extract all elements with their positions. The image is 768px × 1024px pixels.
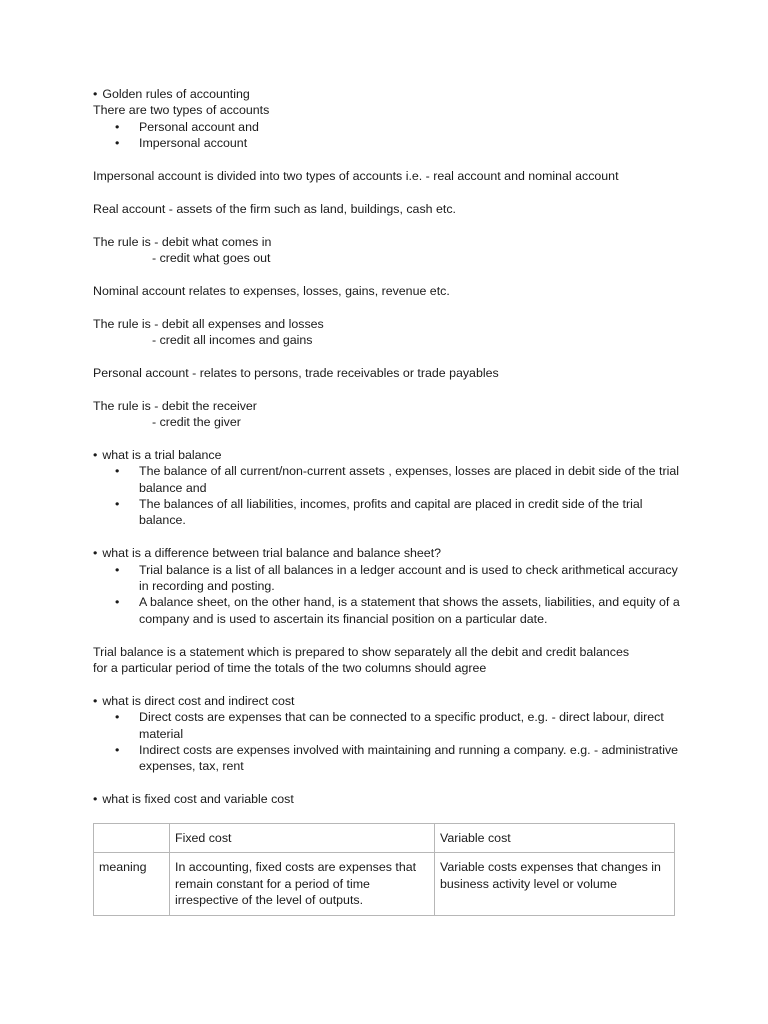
personal-rule-credit: - credit the giver <box>152 415 241 430</box>
table-header-cell: Fixed cost <box>170 824 435 853</box>
bullet-icon: • <box>115 743 120 758</box>
bullet-icon: • <box>115 710 120 725</box>
trial-balance-list <box>93 463 683 529</box>
list-item: • Indirect costs are expenses involved with maintaining and running a company. e.g. - administrative expenses, tax, rent <box>115 743 679 774</box>
table-cell: In accounting, fixed costs are expenses that remain constant for a period of time irrespective of the level of outputs. <box>170 853 435 915</box>
list-item: • A balance sheet, on the other hand, is a statement that shows the assets, liabilities, and equity of a company and is used to ascertain its financial position on a particular date. <box>115 595 680 626</box>
real-account-text: Real account - assets of the firm such as land, buildings, cash etc. <box>93 201 456 216</box>
impersonal-note: Impersonal account is divided into two types of accounts i.e. - real account and nominal account <box>93 169 619 184</box>
bullet-icon: • <box>115 497 120 512</box>
table-cell: meaning <box>94 853 170 915</box>
list-item: • Direct costs are expenses that can be connected to a specific product, e.g. - direct labour, direct material <box>115 710 664 741</box>
heading-direct-indirect: • what is direct cost and indirect cost <box>93 693 683 709</box>
personal-account-text: Personal account - relates to persons, trade receivables or trade payables <box>93 365 499 380</box>
nominal-rule-credit: - credit all incomes and gains <box>152 333 313 348</box>
list-item: • The balances of all liabilities, incomes, profits and capital are placed in credit side of the trial balance. <box>115 497 643 528</box>
table-row <box>94 853 675 915</box>
trial-balance-paragraph-1: Trial balance is a statement which is prepared to show separately all the debit and credit balances <box>93 644 630 659</box>
bullet-icon: • <box>115 136 120 151</box>
nominal-rule-debit: The rule is - debit all expenses and losses <box>93 316 324 331</box>
real-rule-credit: - credit what goes out <box>152 251 271 266</box>
table-cell: Variable costs expenses that changes in business activity level or volume <box>435 853 675 915</box>
table-header-cell <box>94 824 170 853</box>
table-header-cell: Variable cost <box>435 824 675 853</box>
heading-difference: • what is a difference between trial balance and balance sheet? <box>93 545 683 561</box>
list-item: • Personal account and <box>115 119 259 134</box>
bullet-icon: • <box>115 464 120 479</box>
bullet-icon: • <box>115 562 120 577</box>
heading-trial-balance: • what is a trial balance <box>93 447 683 463</box>
difference-list <box>93 562 683 628</box>
heading-golden-rules: • Golden rules of accounting <box>93 86 683 102</box>
real-rule-debit: The rule is - debit what comes in <box>93 234 272 249</box>
direct-indirect-list <box>93 709 683 775</box>
list-item: • Impersonal account <box>115 136 248 151</box>
heading-fixed-variable: • what is fixed cost and variable cost <box>93 791 683 807</box>
nominal-account-text: Nominal account relates to expenses, losses, gains, revenue etc. <box>93 283 450 298</box>
list-item: • The balance of all current/non-current assets , expenses, losses are placed in debit side of the trial balance and <box>115 464 679 495</box>
bullet-icon: • <box>115 119 120 134</box>
personal-rule-debit: The rule is - debit the receiver <box>93 398 257 413</box>
list-item: • Trial balance is a list of all balances in a ledger account and is used to check arithmetical accuracy in recording and posting. <box>115 562 678 594</box>
cost-comparison-table <box>93 823 675 916</box>
trial-balance-paragraph-2: for a particular period of time the totals of the two columns should agree <box>93 661 487 676</box>
document-body <box>93 86 683 808</box>
account-types-list <box>93 119 683 152</box>
bullet-icon: • <box>115 595 120 610</box>
table-header-row <box>94 824 675 853</box>
accounts-intro: There are two types of accounts <box>93 103 270 118</box>
